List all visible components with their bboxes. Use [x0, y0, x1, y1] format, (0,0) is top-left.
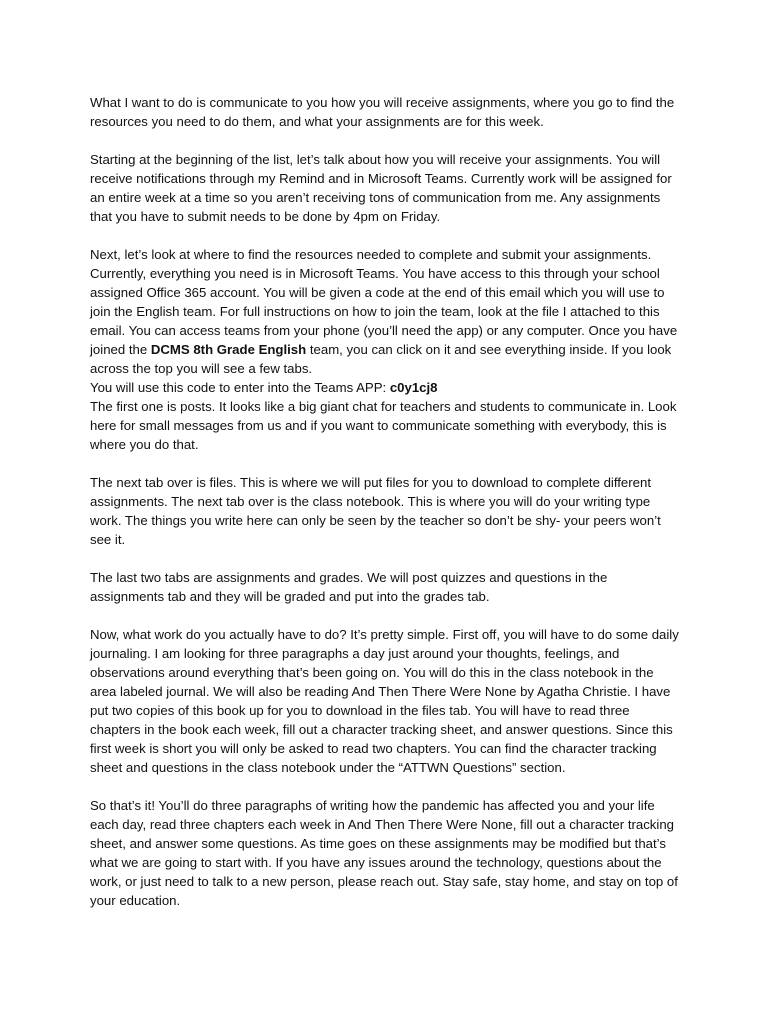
paragraph-assignments-tab: The last two tabs are assignments and grades. We will post quizzes and questions in the assignments tab and they will be graded and put into the grades tab. [90, 570, 608, 604]
paragraph-resources-text-end: team, you can click on it and see everything inside. If you look across the top you will see a few tabs. [90, 342, 672, 376]
paragraph-resources [90, 245, 680, 378]
paragraph-intro: What I want to do is communicate to you how you will receive assignments, where you go to find the resources you need to do them, and what your assignments are for this week. [90, 95, 675, 129]
paragraph-receive-assignments: Starting at the beginning of the list, let’s talk about how you will receive your assignments. You will receive notifications through my Remind and in Microsoft Teams. Currently work will be assigned for an entire week at a time so you aren’t receiving tons of communication from me. Any assignments that you have to submit needs to be done by 4pm on Friday. [90, 152, 672, 224]
paragraph-work: Now, what work do you actually have to do? It’s pretty simple. First off, you will have to do some daily journaling. I am looking for three paragraphs a day just around your thoughts, feelings, and observations around everything that’s been going on. You will do this in the class notebook in the area labeled journal. We will also be reading And Then There Were None by Agatha Christie. I have put two copies of this book up for you to download in the files tab. You will have to read three chapters in the book each week, fill out a character tracking sheet, and answer questions. Since this first week is short you will only be asked to read two chapters. You can find the character tracking sheet and questions in the class notebook under the “ATTWN Questions” section. [90, 627, 679, 775]
document-page [90, 93, 680, 929]
paragraph-summary: So that’s it! You’ll do three paragraphs of writing how the pandemic has affected you and your life each day, read three chapters each week in And Then There Were None, fill out a character tracking sheet, and answer some questions. As time goes on these assignments may be modified but that’s what we are going to start with. If you have any issues around the technology, questions about the work, or just need to talk to a new person, please reach out. Stay safe, stay home, and stay on top of your education. [90, 798, 678, 908]
team-code-label: You will use this code to enter into the Teams APP: [90, 380, 390, 395]
team-code-value: c0y1cj8 [389, 380, 438, 395]
paragraph-posts-tab: The first one is posts. It looks like a big giant chat for teachers and students to communicate in. Look here for small messages from us and if you want to communicate something with everybody, this is where you do that. [90, 399, 677, 452]
paragraph-files-tab: The next tab over is files. This is where we will put files for you to download to complete different assignments. The next tab over is the class notebook. This is where you will do your writing type work. The things you write here can only be seen by the teacher so don’t be shy- your peers won’t see it. [90, 475, 661, 547]
team-name: DCMS 8th Grade English [150, 342, 307, 357]
paragraph-resources-text: Next, let’s look at where to find the resources needed to complete and submit your assignments. Currently, everything you need is in Microsoft Teams. You have access to this through your school assigned Office 365 account. You will be given a code at the end of this email which you will use to join the English team. For full instructions on how to join the team, look at the file I attached to this email. You can access teams from your phone (you’ll need the app) or any computer. Once you have joined the [90, 247, 678, 357]
paragraph-team-code [90, 378, 680, 397]
